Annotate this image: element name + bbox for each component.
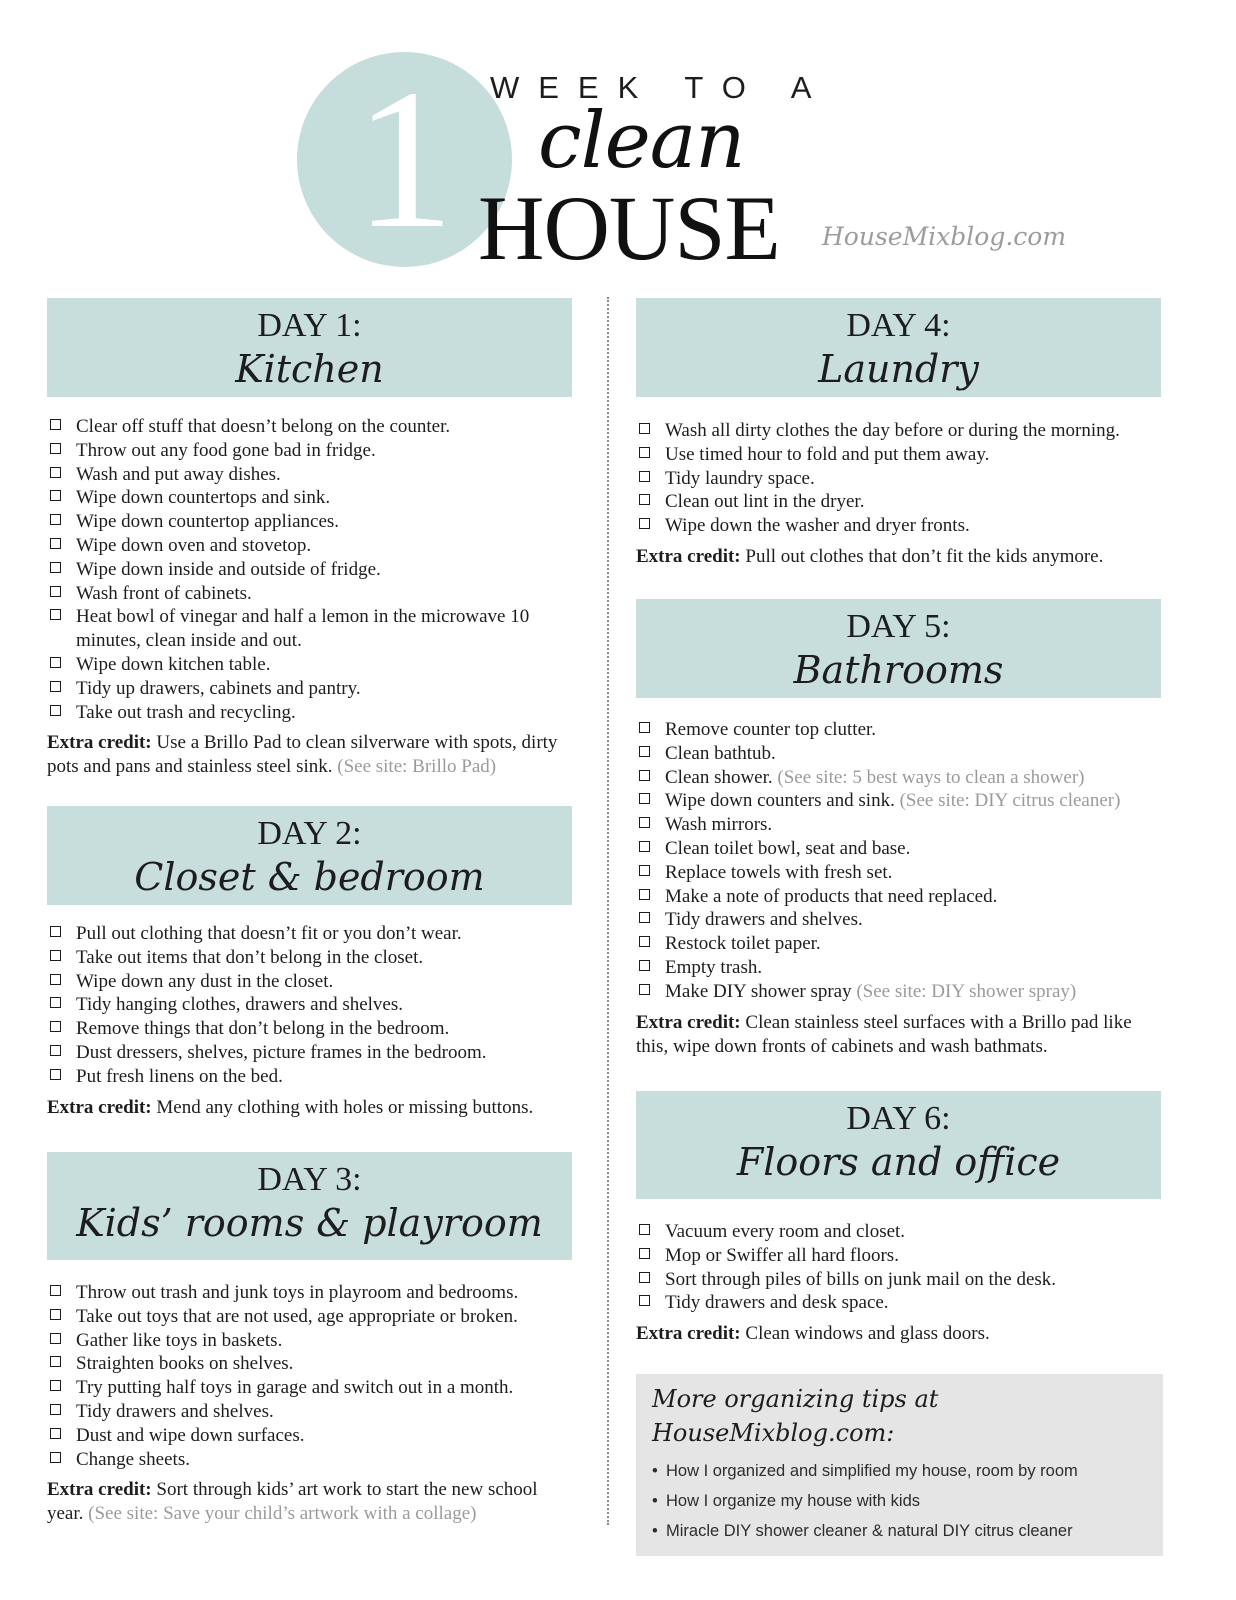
column-divider [607,297,609,1525]
checkbox-icon[interactable] [50,705,61,716]
task-text: Clear off stuff that doesn’t belong on the counter. [76,416,451,437]
task-text: Tidy drawers and shelves. [76,1400,274,1422]
task-item[interactable] [47,653,572,677]
checkbox-icon[interactable] [50,1452,61,1463]
task-text: Wipe down oven and stovetop. [76,534,312,556]
task-text: Tidy drawers and shelves. [665,909,863,931]
task-item[interactable] [47,1448,572,1472]
day-banner [47,1152,572,1260]
task-text: Remove things that don’t belong in the bedroom. [76,1018,450,1040]
extra-credit-text: Clean stainless steel surfaces with a Brillo pad like this, wipe down fronts of cabinets and wash bathmats. [636,1011,1132,1057]
task-item[interactable] [47,993,572,1017]
task-text: Dust and wipe down surfaces. [76,1424,305,1446]
task-item[interactable] [636,1220,1161,1244]
task-text: Replace towels with fresh set. [665,861,893,883]
checkbox-icon[interactable] [639,889,650,900]
day-section [47,806,572,1120]
task-text: Wash and put away dishes. [76,463,281,485]
checkbox-icon[interactable] [50,1404,61,1415]
day-banner [636,298,1161,397]
checkbox-icon[interactable] [639,936,650,947]
extra-credit-text: Mend any clothing with holes or missing buttons. [151,1096,534,1118]
task-item[interactable] [47,1017,572,1041]
task-text: Try putting half toys in garage and switch out in a month. [76,1377,514,1399]
checkbox-icon[interactable] [50,1356,61,1367]
task-item[interactable] [47,701,572,725]
week-number: 1 [354,48,455,270]
task-item[interactable] [636,813,1161,837]
extra-credit-link[interactable]: (See site: Save your child’s artwork with a collage) [88,1503,477,1525]
tip-link-text[interactable]: How I organized and simplified my house, room by room [666,1462,1078,1480]
extra-credit-text: Sort through kids’ art work to start the new school year. [47,1479,538,1525]
extra-credit [47,1478,572,1526]
checkbox-icon[interactable] [50,609,61,620]
task-item[interactable] [636,789,1161,813]
room-label: Bathrooms [793,648,1004,692]
task-text: Dust dressers, shelves, picture frames in the bedroom. [76,1041,487,1063]
checkbox-icon[interactable] [50,1309,61,1320]
task-text: Take out toys that are not used, age appropriate or broken. [76,1305,518,1327]
checkbox-icon[interactable] [639,793,650,804]
task-item[interactable] [636,1268,1161,1292]
task-text: Remove counter top clutter. [665,719,877,740]
task-text: Mop or Swiffer all hard floors. [665,1244,899,1266]
task-text: Put fresh linens on the bed. [76,1065,283,1087]
task-text: Wipe down the washer and dryer fronts. [665,515,970,537]
checkbox-icon[interactable] [639,984,650,995]
room-label: Floors and office [736,1140,1061,1184]
task-text: Wipe down countertops and sink. [76,487,331,509]
checkbox-icon[interactable] [50,1428,61,1439]
checkbox-icon[interactable] [639,960,650,971]
task-item[interactable] [636,885,1161,909]
task-item[interactable] [47,1065,572,1089]
task-item[interactable] [47,922,572,946]
task-item[interactable] [636,1244,1161,1268]
task-text: Wash mirrors. [665,814,773,836]
room-label: Kitchen [235,347,384,391]
task-item[interactable] [47,1376,572,1400]
task-text: Use timed hour to fold and put them away. [665,443,990,465]
day-section [636,1091,1161,1346]
tip-link-text[interactable]: Miracle DIY shower cleaner & natural DIY citrus cleaner [666,1522,1073,1540]
checkbox-icon[interactable] [50,538,61,549]
day-label: DAY 4: [846,307,951,344]
task-item[interactable] [636,861,1161,885]
day-section [636,298,1161,569]
task-text: Wipe down countertop appliances. [76,511,340,533]
day-label: DAY 3: [257,1161,362,1198]
task-item[interactable] [636,1291,1161,1315]
task-item[interactable] [636,718,1161,742]
task-item[interactable] [636,467,1161,491]
task-item[interactable] [47,415,572,439]
task-item[interactable] [47,946,572,970]
page-header [0,0,1236,290]
tip-link-text[interactable]: How I organize my house with kids [666,1492,921,1510]
task-text: Gather like toys in baskets. [76,1329,283,1351]
task-text: Heat bowl of vinegar and half a lemon in the microwave 10 minutes, clean inside and out. [76,606,530,652]
task-item[interactable] [47,1329,572,1353]
task-item[interactable] [636,980,1161,1004]
task-text: Vacuum every room and closet. [665,1221,906,1242]
task-item[interactable] [47,1305,572,1329]
checkbox-icon[interactable] [639,746,650,757]
task-text: Wash front of cabinets. [76,582,252,604]
task-text: Sort through piles of bills on junk mail on the desk. [665,1268,1057,1290]
checkbox-icon[interactable] [50,1285,61,1296]
checkbox-icon[interactable] [639,423,650,434]
task-text: Tidy up drawers, cabinets and pantry. [76,677,361,699]
room-label: Kids’ rooms & playroom [76,1201,543,1245]
checkbox-icon[interactable] [639,770,650,781]
task-item[interactable] [47,970,572,994]
day-label: DAY 6: [846,1100,951,1137]
day-banner [47,806,572,905]
task-item[interactable] [636,766,1161,790]
task-item[interactable] [636,837,1161,861]
task-text: Wipe down inside and outside of fridge. [76,558,381,580]
title-house: HOUSE [478,177,780,279]
task-text: Tidy laundry space. [665,467,815,489]
checkbox-icon[interactable] [50,1333,61,1344]
task-see-site-link[interactable]: (See site: DIY citrus cleaner) [899,790,1121,812]
task-text: Pull out clothing that doesn’t fit or you don’t wear. [76,923,462,944]
task-see-site-link[interactable]: (See site: 5 best ways to clean a shower) [777,766,1085,788]
extra-credit-text: Clean windows and glass doors. [740,1323,990,1345]
task-text: Wipe down counters and sink. [665,790,900,812]
task-text: Wipe down any dust in the closet. [76,970,334,992]
task-item[interactable] [47,463,572,487]
checkbox-icon[interactable] [50,950,61,961]
checkbox-icon[interactable] [50,419,61,430]
task-see-site-link[interactable]: (See site: DIY shower spray) [856,980,1077,1002]
site-watermark: HouseMixblog.com [822,222,1067,251]
checkbox-icon[interactable] [639,494,650,505]
task-text: Clean toilet bowl, seat and base. [665,837,911,859]
day-section [47,1152,572,1526]
task-text: Throw out trash and junk toys in playroom and bedrooms. [76,1282,519,1303]
checkbox-icon[interactable] [639,447,650,458]
extra-credit-label: Extra credit: [636,545,741,567]
task-item[interactable] [47,510,572,534]
checkbox-icon[interactable] [639,518,650,529]
checkbox-icon[interactable] [50,1045,61,1056]
checkbox-icon[interactable] [50,467,61,478]
title-clean: clean [538,96,745,186]
task-text: Tidy hanging clothes, drawers and shelves. [76,994,403,1016]
checkbox-icon[interactable] [50,997,61,1008]
day-banner [636,1091,1161,1199]
extra-credit-text: Use a Brillo Pad to clean silverware with spots, dirty pots and pans and stainless steel sink. [47,732,558,778]
extra-credit-label: Extra credit: [47,732,152,754]
task-item[interactable] [636,443,1161,467]
task-item[interactable] [636,956,1161,980]
task-text: Clean out lint in the dryer. [665,491,865,513]
tip-link[interactable]: • How I organized and simplified my house, room by room [652,1462,1078,1480]
day-banner [636,599,1161,698]
task-text: Straighten books on shelves. [76,1353,294,1375]
extra-credit-label: Extra credit: [47,1479,152,1501]
task-text: Take out items that don’t belong in the closet. [76,946,424,968]
task-item[interactable] [47,558,572,582]
task-item[interactable] [47,1400,572,1424]
task-item[interactable] [47,486,572,510]
task-item[interactable] [636,514,1161,538]
checkbox-icon[interactable] [50,514,61,525]
task-text: Wipe down kitchen table. [76,653,271,675]
tips-heading: More organizing tips at HouseMixblog.com: [652,1385,939,1447]
task-item[interactable] [47,1281,572,1305]
checkbox-icon[interactable] [50,586,61,597]
task-list [47,922,572,1089]
checkbox-icon[interactable] [50,1021,61,1032]
task-text: Make a note of products that need replaced. [665,885,998,907]
task-list [47,1281,572,1471]
checkbox-icon[interactable] [639,912,650,923]
checkbox-icon[interactable] [50,562,61,573]
task-text: Make DIY shower spray [665,980,857,1002]
day-label: DAY 5: [846,608,951,645]
task-item[interactable] [47,605,572,653]
room-label: Laundry [818,347,979,391]
checkbox-icon[interactable] [639,1224,650,1235]
task-text: Wash all dirty clothes the day before or during the morning. [665,420,1120,441]
checkbox-icon[interactable] [639,722,650,733]
extra-credit-label: Extra credit: [47,1096,152,1118]
extra-credit [636,1322,1161,1346]
checkbox-icon[interactable] [639,817,650,828]
tip-link[interactable]: • How I organize my house with kids [652,1492,921,1510]
task-item[interactable] [636,419,1161,443]
more-tips-box [636,1374,1163,1556]
task-item[interactable] [47,1352,572,1376]
extra-credit-label: Extra credit: [636,1011,741,1033]
tips-list [652,1456,1147,1546]
task-item[interactable] [47,677,572,701]
checkbox-icon[interactable] [50,681,61,692]
task-text: Change sheets. [76,1448,190,1470]
extra-credit [636,545,1161,569]
day-label: DAY 2: [257,815,362,852]
extra-credit-link[interactable]: (See site: Brillo Pad) [337,756,497,778]
checkbox-icon[interactable] [639,471,650,482]
task-list [636,419,1161,538]
extra-credit [636,1011,1161,1059]
day-banner [47,298,572,397]
checkbox-icon[interactable] [639,1248,650,1259]
day-section [47,298,572,779]
checkbox-icon[interactable] [639,865,650,876]
task-item[interactable] [47,439,572,463]
task-text: Empty trash. [665,956,763,978]
day-section [636,599,1161,1059]
task-item[interactable] [636,490,1161,514]
checkbox-icon[interactable] [50,926,61,937]
task-item[interactable] [47,582,572,606]
task-list [636,718,1161,1004]
task-text: Throw out any food gone bad in fridge. [76,439,376,461]
task-item[interactable] [636,908,1161,932]
checkbox-icon[interactable] [50,443,61,454]
checkbox-icon[interactable] [50,490,61,501]
task-item[interactable] [47,534,572,558]
task-item[interactable] [47,1424,572,1448]
extra-credit [47,731,572,779]
tip-link[interactable]: • Miracle DIY shower cleaner & natural DIY citrus cleaner [652,1522,1073,1540]
task-text: Clean shower. [665,766,778,788]
task-item[interactable] [636,742,1161,766]
task-list [636,1220,1161,1315]
task-text: Take out trash and recycling. [76,701,296,723]
checkbox-icon[interactable] [50,1069,61,1080]
extra-credit-label: Extra credit: [636,1323,741,1345]
task-text: Tidy drawers and desk space. [665,1292,889,1314]
task-item[interactable] [47,1041,572,1065]
task-list [47,415,572,724]
title-week-to-a: WEEK TO A [490,70,831,105]
day-label: DAY 1: [257,307,362,344]
checkbox-icon[interactable] [50,657,61,668]
checkbox-icon[interactable] [639,1272,650,1283]
extra-credit-text: Pull out clothes that don’t fit the kids anymore. [740,545,1104,567]
checkbox-icon[interactable] [50,1380,61,1391]
room-label: Closet & bedroom [134,855,485,899]
checkbox-icon[interactable] [50,974,61,985]
task-text: Clean bathtub. [665,742,776,764]
checkbox-icon[interactable] [639,1295,650,1306]
checkbox-icon[interactable] [639,841,650,852]
task-item[interactable] [636,932,1161,956]
task-text: Restock toilet paper. [665,933,821,955]
extra-credit [47,1096,572,1120]
